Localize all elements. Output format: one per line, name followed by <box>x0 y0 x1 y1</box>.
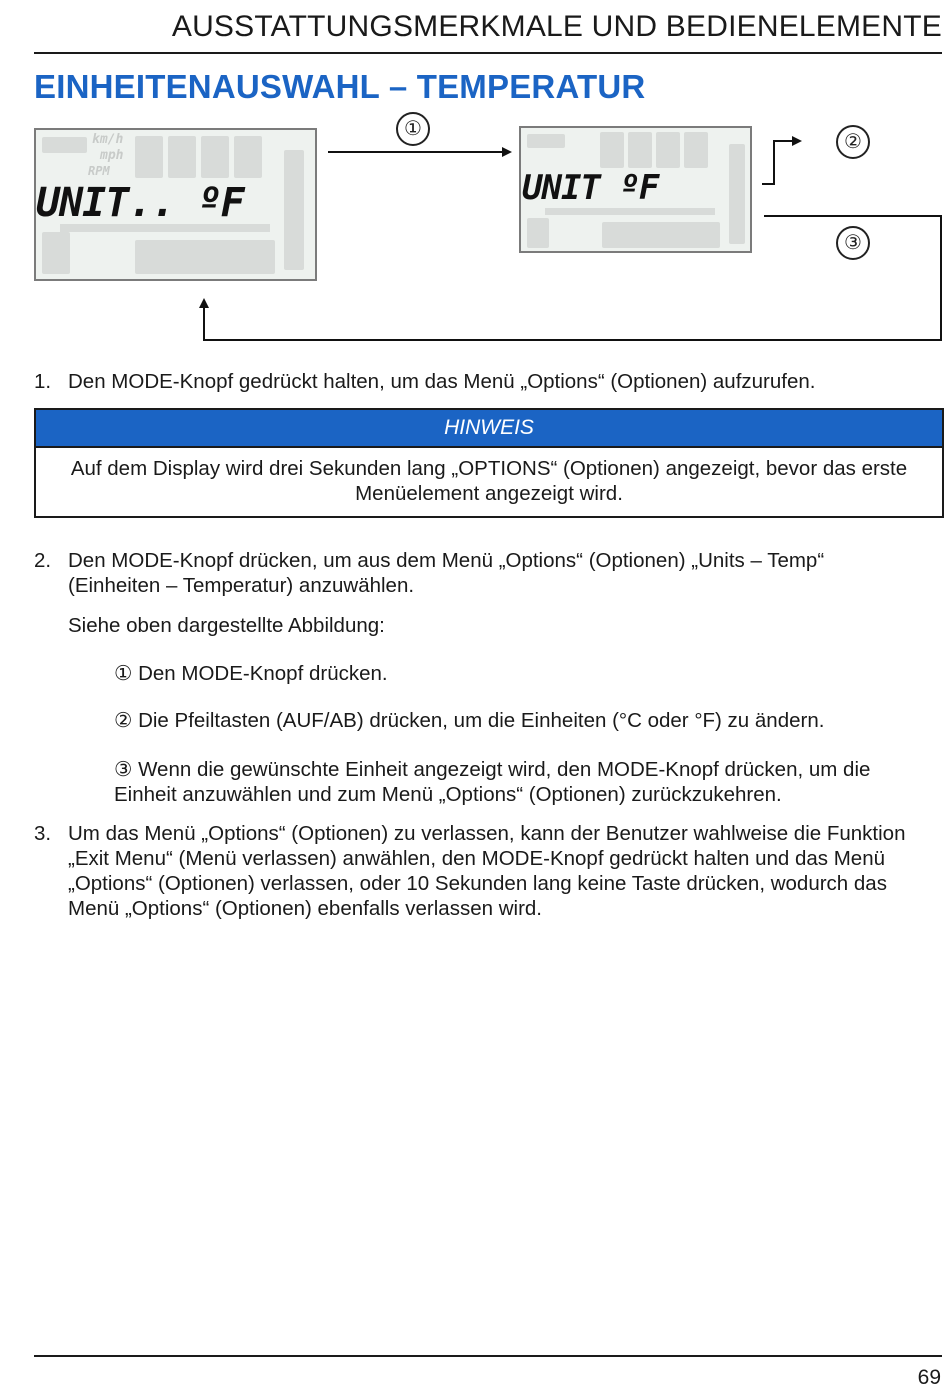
arrow-step-2 <box>762 141 800 184</box>
lcd-display-1-speed-unit-label: km/h <box>92 132 124 147</box>
step-3-text: Um das Menü „Options“ (Optionen) zu verlassen, kann der Benutzer wahlweise die Funktion „Exit Menu“ (Menü verlassen) anwählen, den MODE-Knopf gedrückt halten und das Menü „Options“ (Optionen) verlassen, oder 10 Sekunden lang keine Taste drücken, wodurch das Menü „Options“ (Optionen) ebenfalls verlassen wird. <box>68 822 906 920</box>
lcd-display-1-unit-readout: UNIT.. ºF <box>36 180 244 226</box>
page-number: 69 <box>917 1366 941 1389</box>
step-2-text: Den MODE-Knopf drücken, um aus dem Menü „Options“ (Optionen) „Units – Temp“ (Einheiten – Temperatur) anzuwählen. <box>68 549 825 597</box>
lcd-display-1-rpm-label: RPM <box>88 164 110 178</box>
substep-1: ① Den MODE-Knopf drücken. <box>114 662 388 685</box>
running-header: AUSSTATTUNGSMERKMALE UND BEDIENELEMENTE <box>171 10 942 43</box>
figure-drawing <box>0 110 950 350</box>
lcd-display-2-unit-readout: UNIT ºF <box>522 168 659 208</box>
note-text: Auf dem Display wird drei Sekunden lang „OPTIONS“ (Optionen) angezeigt, bevor das erste Menüelement angezeigt wird. <box>70 457 908 505</box>
note-heading: HINWEIS <box>36 410 942 448</box>
substep-3: ③ Wenn die gewünschte Einheit angezeigt wird, den MODE-Knopf drücken, um die Einheit anzuwählen und zum Menü „Options“ (Optionen) zurückzukehren. <box>114 758 871 806</box>
step-1-number: 1. <box>34 370 52 393</box>
callout-2: ② <box>836 125 870 159</box>
step-2-number: 2. <box>34 549 52 572</box>
step-1 <box>34 369 944 395</box>
callout-3: ③ <box>836 226 870 260</box>
header-rule <box>34 52 942 54</box>
step-2 <box>34 548 944 600</box>
step-3-number: 3. <box>34 822 52 845</box>
see-figure-text: Siehe oben dargestellte Abbildung: <box>68 614 385 637</box>
step-1-text: Den MODE-Knopf gedrückt halten, um das Menü „Options“ (Optionen) aufzurufen. <box>68 370 816 393</box>
lcd-display-1-mph-label: mph <box>100 148 124 163</box>
note-box <box>34 408 944 518</box>
callout-1: ① <box>396 112 430 146</box>
footer-rule <box>34 1355 942 1357</box>
step-3 <box>34 821 944 925</box>
section-title: EINHEITENAUSWAHL – TEMPERATUR <box>34 68 646 105</box>
substep-2: ② Die Pfeiltasten (AUF/AB) drücken, um die Einheiten (°C oder °F) zu ändern. <box>114 709 825 732</box>
lcd-sequence-figure <box>0 110 950 350</box>
